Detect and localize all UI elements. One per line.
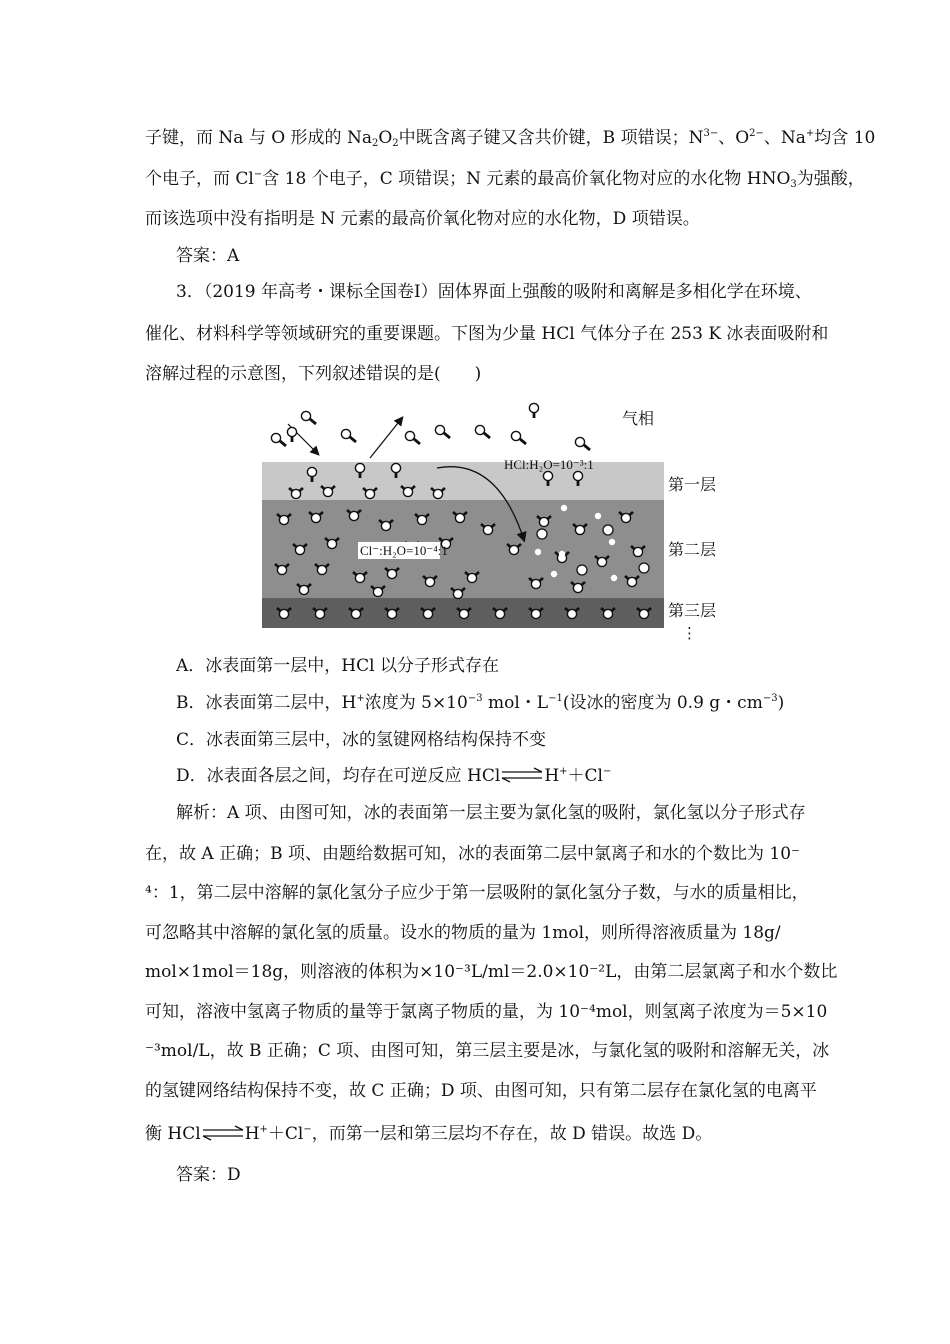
reversible-arrow-icon bbox=[201, 1126, 245, 1140]
analysis-line: mol×1mol＝18g，则溶液的体积为×10⁻³L/ml＝2.0×10⁻²L，由第二层氯离子和水个数比 bbox=[145, 962, 838, 982]
hcl-molecule bbox=[435, 425, 450, 438]
ratio2-label: Cl⁻:H₂O=10⁻⁴:1 bbox=[360, 543, 448, 558]
analysis-line: ⁻³mol/L，故 B 正确；C 项、由图可知，第三层主要是冰，与氯化氢的吸附和溶解无关，冰 bbox=[145, 1041, 830, 1061]
label-layer2: 第二层 bbox=[668, 540, 717, 559]
analysis-line: 可忽略其中溶解的氯化氢的质量。设水的物质的量为 1mol，则所得溶液质量为 18g/ bbox=[145, 923, 781, 943]
text-line: 个电子，而 Cl−含 18 个电子，C 项错误；N 元素的最高价氧化物对应的水化物 $HNO_3$为强酸， bbox=[145, 169, 865, 190]
chloride-ion bbox=[639, 563, 649, 573]
text-line: 溶解过程的示意图，下列叙述错误的是( ) bbox=[145, 364, 482, 384]
option-b: B．冰表面第二层中，H+浓度为 $5\times 10^{-3}$ mol・$L^{-1}$(设冰的密度为 0.9 g・$cm^{-3}$) bbox=[176, 693, 785, 713]
hcl-molecule bbox=[301, 411, 316, 424]
arrow-out bbox=[370, 418, 402, 458]
question-title: 3．（2019 年高考・课标全国卷Ⅰ）固体界面上强酸的吸附和离解是多相化学在环境、 bbox=[176, 282, 812, 302]
hcl-molecule bbox=[511, 431, 526, 444]
answer-line: 答案：A bbox=[176, 246, 240, 266]
text-line: 催化、材料科学等领域研究的重要课题。下图为少量 HCl 气体分子在 253 K 冰表面吸附和 bbox=[145, 324, 829, 344]
option-d: D．冰表面各层之间，均存在可逆反应 HCl H+＋Cl− bbox=[176, 766, 612, 786]
ice-surface-diagram bbox=[262, 402, 717, 642]
hcl-molecule bbox=[529, 403, 538, 418]
ion bbox=[595, 513, 601, 519]
ion bbox=[559, 551, 565, 557]
analysis-line: 在，故 A 正确；B 项、由题给数据可知，冰的表面第二层中氯离子和水的个数比为 10⁻ bbox=[145, 844, 800, 864]
label-layer3: 第三层 bbox=[668, 601, 717, 620]
hcl-molecule bbox=[341, 429, 356, 442]
hcl-molecule bbox=[475, 425, 490, 438]
label-layer1: 第一层 bbox=[668, 475, 717, 494]
reversible-arrow-icon bbox=[500, 768, 544, 782]
hcl-molecule bbox=[405, 431, 420, 444]
analysis-line: 的氢键网络结构保持不变，故 C 正确；D 项、由图可知，只有第二层存在氯化氢的电离平 bbox=[145, 1081, 817, 1101]
ion bbox=[551, 571, 557, 577]
hcl-molecule bbox=[287, 427, 296, 442]
option-c: C．冰表面第三层中，冰的氢键网格结构保持不变 bbox=[176, 730, 547, 750]
ratio1-label: HCl:H₂O=10⁻³:1 bbox=[504, 457, 594, 472]
ion bbox=[609, 539, 615, 545]
text-line: 子键，而 Na 与 O 形成的 $Na_2O_2$中既含离子键又含共价键，B 项错误；$N^{3-}$、$O^{2-}$、Na+均含 10 bbox=[145, 128, 876, 149]
chloride-ion bbox=[603, 525, 613, 535]
chloride-ion bbox=[577, 565, 587, 575]
label-gas-phase: 气相 bbox=[622, 409, 655, 428]
analysis-line: ⁴：1，第二层中溶解的氯化氢分子应少于第一层吸附的氯化氢分子数，与水的质量相比， bbox=[145, 883, 809, 903]
ion bbox=[611, 575, 617, 581]
hcl-molecule bbox=[575, 437, 590, 450]
chloride-ion bbox=[537, 529, 547, 539]
ion bbox=[535, 549, 541, 555]
analysis-line: 解析：A 项、由图可知，冰的表面第一层主要为氯化氢的吸附，氯化氢以分子形式存 bbox=[176, 803, 806, 823]
answer-line: 答案：D bbox=[176, 1165, 241, 1185]
analysis-line: 衡 HCl H+＋Cl−，而第一层和第三层均不存在，故 D 错误。故选 D。 bbox=[145, 1124, 713, 1144]
hcl-molecule bbox=[271, 433, 286, 446]
ion bbox=[561, 505, 567, 511]
analysis-line: 可知，溶液中氢离子物质的量等于氯离子物质的量，为 10⁻⁴mol，则氢离子浓度为＝5×10 bbox=[145, 1002, 828, 1022]
text-line: 而该选项中没有指明是 N 元素的最高价氧化物对应的水化物，D 项错误。 bbox=[145, 209, 700, 229]
option-a: A．冰表面第一层中，HCl 以分子形式存在 bbox=[176, 656, 499, 676]
continuation-dots: ⋮ bbox=[682, 624, 697, 642]
